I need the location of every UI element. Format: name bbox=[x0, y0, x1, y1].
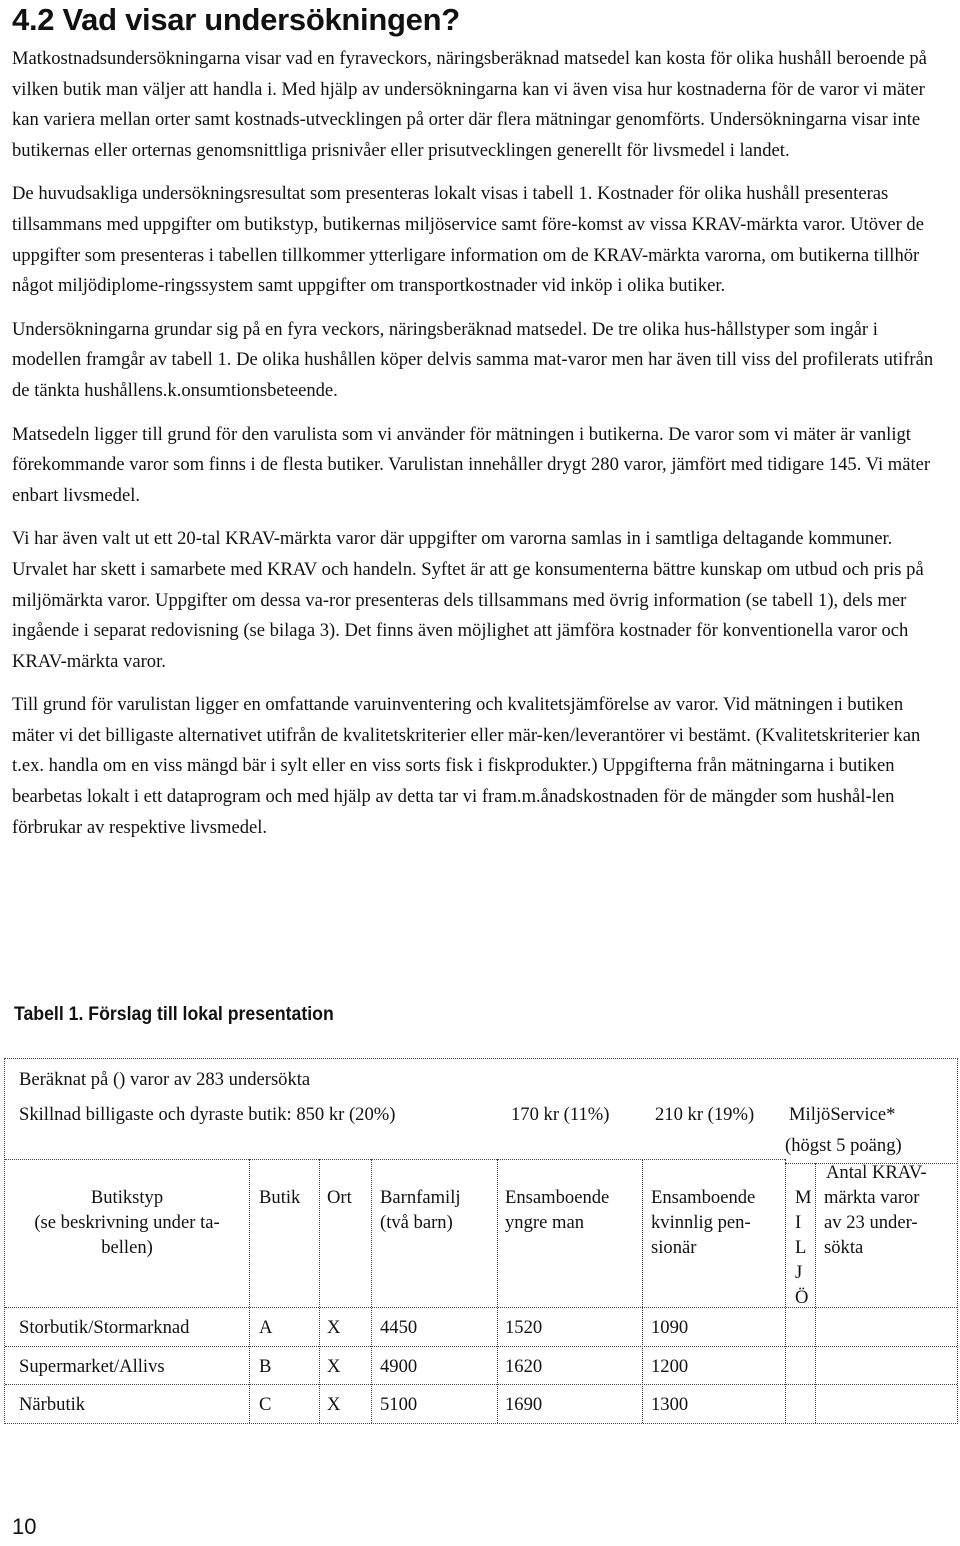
page-number: 10 bbox=[12, 1514, 37, 1539]
paragraph: Undersökningarna grundar sig på en fyra veckors, näringsberäknad matsedel. De tre olika hus-hållstyper som ingår i modellen framgår av tabell 1. De olika hushållen köper delvis samma mat-varor men har även till viss del profilerats utifrån de tänkta hushållens.k.onsumtionsbeteende. bbox=[12, 318, 934, 401]
table-difference-value: 170 kr (11%) bbox=[511, 1104, 610, 1125]
table-info-line: Beräknat på () varor av 283 undersökta bbox=[19, 1069, 311, 1090]
presentation-table: Beräknat på () varor av 283 undersökta Skillnad billigaste och dyraste butik: 850 kr (20%) 170 kr (11%) 210 kr (19%) MiljöService* (högst 5 poäng) Butikstyp (se beskrivning under ta-bellen) Butik Ort Barnfamilj (två barn) Ensamboende yngre man Ensamboende kvinnlig pen- sionär M I L J Ö Antal KRAV- märkta varor av 23 under- sökta Storbutik/Stormarknad A X 4450 1520 1090 Supermarket/Allivs B X 4900 1620 1200 Närbutik C X 5100 1690 1300 bbox=[4, 1058, 958, 1424]
table-miljoservice-label: MiljöService* bbox=[789, 1104, 896, 1125]
header-butik: Butik bbox=[259, 1187, 301, 1208]
paragraph: Till grund för varulistan ligger en omfattande varuinventering och kvalitetsjämförelse av varor. Vid mätningen i butiken mäter vi det billigaste alternativet utifrån de kvalitetskriterier eller mär-ken/leverantörer vi bestämt. (Kvalitetskriterier kan t.ex. handla om en viss mängd bär i sylt eller en viss sorts fisk i fiskprodukter.) Uppgifterna från mätningarna i butiken bearbetas lokalt i ett dataprogram och med hjälp av detta tar vi fram.m.ånadskostnaden för de mängder som hushål-len förbrukar av respektive livsmedel. bbox=[12, 694, 921, 838]
section-heading: 4.2 Vad visar undersökningen? bbox=[12, 2, 460, 37]
table-difference-value: 210 kr (19%) bbox=[655, 1104, 755, 1125]
header-miljo-vertical: M I L J Ö bbox=[795, 1187, 812, 1308]
header-ort: Ort bbox=[327, 1187, 352, 1208]
table-miljoservice-note: (högst 5 poäng) bbox=[785, 1135, 902, 1156]
header-butikstyp: Butikstyp (se beskrivning under ta-bellen) bbox=[9, 1185, 245, 1260]
paragraph: De huvudsakliga undersökningsresultat som presenteras lokalt visas i tabell 1. Kostnader för olika hushåll presenteras tillsammans med uppgifter om butikstyp, butikernas miljöservice samt före-komst av vissa KRAV-märkta varor. Utöver de uppgifter som presenteras i tabellen tillkommer ytterligare information om de KRAV-märkta varorna, om butikerna tillhör något miljödiplome-ringssystem samt uppgifter om transportkostnader vid inköp i olika butiker. bbox=[12, 183, 924, 297]
paragraph: Matsedeln ligger till grund för den varulista som vi använder för mätningen i butikerna. De varor som vi mäter är vanligt förekommande varor som finns i de flesta butiker. Varulistan innehåller drygt 280 varor, jämfört med tidigare 145. Vi mäter enbart livsmedel. bbox=[12, 423, 931, 506]
table-caption: Tabell 1. Förslag till lokal presentation bbox=[14, 1004, 334, 1025]
body-text bbox=[12, 44, 942, 856]
paragraph: Matkostnadsundersökningarna visar vad en fyraveckors, näringsberäknad matsedel kan kosta för olika hushåll beroende på vilken butik man väljer att handla i. Med hjälp av undersökningarna kan vi även visa hur kostnaderna för de varor vi mäter kan variera mellan orter samt kostnads-utvecklingen på orter där flera mätningar genomförts. Undersökningarna visar inte butikernas eller orternas genomsnittliga prisnivåer eller prisutvecklingen generellt för livsmedel i landet. bbox=[12, 48, 927, 161]
header-barnfamilj: Barnfamilj (två barn) bbox=[380, 1187, 461, 1233]
header-butikstyp-note: (se beskrivning under ta-bellen) bbox=[34, 1212, 220, 1258]
header-ensamboende-kvinna: Ensamboende kvinnlig pen- sionär bbox=[651, 1187, 756, 1258]
table-difference-label: Skillnad billigaste och dyraste butik: 850 kr (20%) bbox=[19, 1104, 396, 1125]
header-krav: Antal KRAV- märkta varor av 23 under- sökta bbox=[824, 1162, 927, 1258]
header-ensamboende-man: Ensamboende yngre man bbox=[505, 1187, 610, 1233]
paragraph: Vi har även valt ut ett 20-tal KRAV-märkta varor där uppgifter om varorna samlas in i samtliga deltagande kommuner. Urvalet har skett i samarbete med KRAV och handeln. Syftet är att ge konsumenterna bättre kunskap om utbud och pris på miljömärkta varor. Uppgifter om dessa va-ror presenteras dels tillsammans med övrig information (se tabell 1), dels mer ingående i separat redovisning (se bilaga 3). Det finns även möjlighet att jämföra kostnader för konventionella varor och KRAV-märkta varor. bbox=[12, 528, 924, 672]
